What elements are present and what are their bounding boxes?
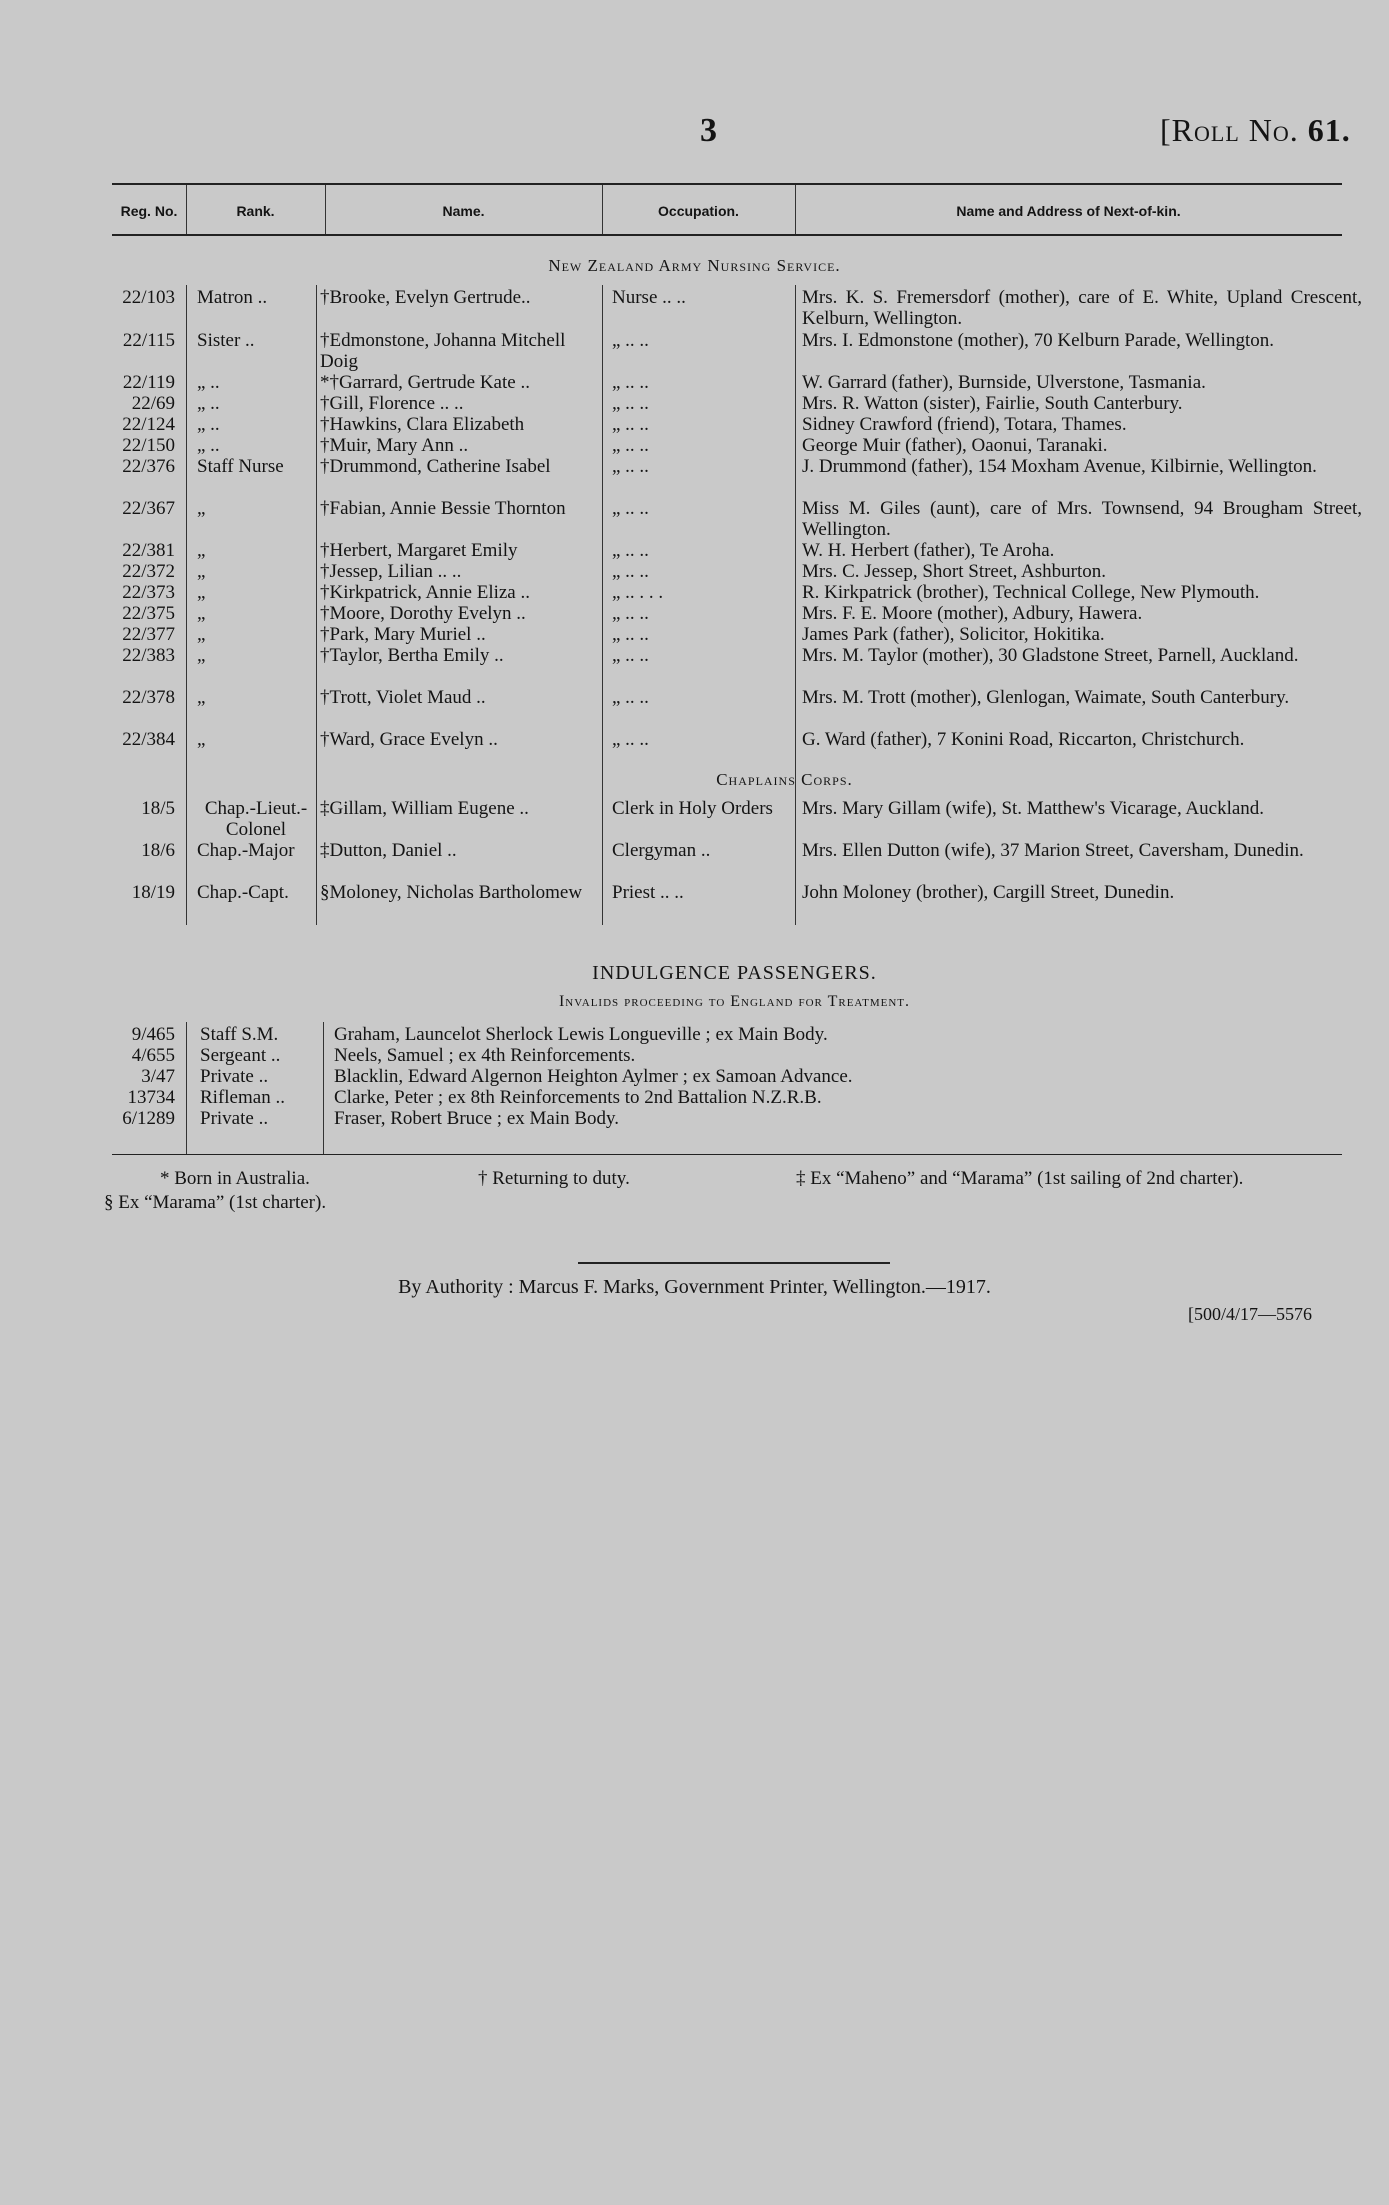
roll-value: 61. [1307,112,1351,148]
next-of-kin: John Moloney (brother), Cargill Street, Dunedin. [802,882,1175,903]
next-of-kin: Mrs. I. Edmonstone (mother), 70 Kelburn Parade, Wellington. [802,330,1274,351]
column-divider [795,285,796,925]
next-of-kin: G. Ward (father), 7 Konini Road, Riccarton, Christchurch. [802,729,1245,750]
rank: Matron .. [197,287,268,308]
occupation: „ .. .. [612,624,649,645]
reg-no: 4/655 [131,1045,175,1066]
column-divider [602,285,603,925]
next-of-kin: Mrs. R. Watton (sister), Fairlie, South Canterbury. [802,393,1183,414]
rank: Chap.-Lieut.-Colonel [204,798,308,840]
name: §Moloney, Nicholas Bartholomew [320,882,583,903]
column-header-rank: Rank. [236,203,275,219]
reg-no: 22/373 [122,582,175,603]
indulgence-title: INDULGENCE PASSENGERS. [592,962,877,984]
name: †Muir, Mary Ann .. [320,435,469,456]
column-header-name: Name. [442,203,485,219]
rank: Staff S.M. [200,1024,279,1045]
name: †Gill, Florence .. .. [320,393,464,414]
rank: Rifleman .. [200,1087,285,1108]
roll-number [1160,112,1351,149]
rank: Private .. [200,1108,269,1129]
next-of-kin: W. H. Herbert (father), Te Aroha. [802,540,1055,561]
reg-no: 3/47 [141,1066,175,1087]
roll-prefix: [Roll No. [1160,112,1299,148]
rank: „ [197,561,206,582]
rank: Private .. [200,1066,269,1087]
occupation: „ .. .. [612,372,649,393]
column-header-occupation: Occupation. [658,203,739,219]
header-bottom-rule [112,234,1342,236]
footnote-born: * Born in Australia. [160,1168,310,1189]
occupation: „ .. .. [612,435,649,456]
section-chaplains: Chaplains Corps. [716,770,853,789]
next-of-kin: Mrs. M. Taylor (mother), 30 Gladstone Street, Parnell, Auckland. [802,645,1299,666]
rank: „ [197,624,206,645]
next-of-kin: Mrs. K. S. Fremersdorf (mother), care of E. White, Upland Crescent, Kelburn, Wellington. [802,287,1362,329]
occupation: „ .. .. [612,561,649,582]
name: †Kirkpatrick, Annie Eliza .. [320,582,530,603]
next-of-kin: Mrs. F. E. Moore (mother), Adbury, Hawera. [802,603,1143,624]
section-nursing: New Zealand Army Nursing Service. [548,256,841,275]
rank: „ [197,729,206,750]
rank: Sister .. [197,330,255,351]
name: †Edmonstone, Johanna Mitchell Doig [320,330,566,372]
next-of-kin: Miss M. Giles (aunt), care of Mrs. Townsend, 94 Brougham Street, Wellington. [802,498,1362,540]
rank: „ [197,645,206,666]
reg-no: 9/465 [131,1024,175,1045]
name: †Drummond, Catherine Isabel [320,456,551,477]
details: Fraser, Robert Bruce ; ex Main Body. [334,1108,620,1129]
name: ‡Dutton, Daniel .. [320,840,457,861]
occupation: Clergyman .. [612,840,711,861]
reg-no: 22/383 [122,645,175,666]
next-of-kin: Mrs. Ellen Dutton (wife), 37 Marion Street, Caversham, Dunedin. [802,840,1304,861]
column-divider [316,285,317,925]
reg-no: 22/375 [122,603,175,624]
name: *†Garrard, Gertrude Kate .. [320,372,530,393]
reg-no: 22/378 [122,687,175,708]
next-of-kin: James Park (father), Solicitor, Hokitika. [802,624,1105,645]
occupation: „ .. .. [612,456,649,477]
rank: Chap.-Capt. [197,882,289,903]
occupation: „ .. .. [612,729,649,750]
reg-no: 22/367 [122,498,175,519]
rank: „ [197,687,206,708]
reg-no: 22/381 [122,540,175,561]
reg-no: 22/377 [122,624,175,645]
reg-no: 22/115 [122,330,175,351]
reg-no: 6/1289 [122,1108,175,1129]
occupation: „ .. .. [612,603,649,624]
name: †Moore, Dorothy Evelyn .. [320,603,526,624]
name: †Jessep, Lilian .. .. [320,561,462,582]
next-of-kin: J. Drummond (father), 154 Moxham Avenue, Kilbirnie, Wellington. [802,456,1317,477]
details: Neels, Samuel ; ex 4th Reinforcements. [334,1045,636,1066]
occupation: „ .. . . . [612,582,664,603]
column-divider [186,285,187,925]
authority-rule [578,1262,890,1264]
name: ‡Gillam, William Eugene .. [320,798,529,819]
rank: Staff Nurse [197,456,284,477]
name: †Trott, Violet Maud .. [320,687,486,708]
indulgence-subtitle: Invalids proceeding to England for Treatment. [558,993,911,1010]
column-header-next-of-kin: Name and Address of Next-of-kin. [956,203,1181,219]
next-of-kin: Sidney Crawford (friend), Totara, Thames. [802,414,1127,435]
reg-no: 18/19 [131,882,175,903]
name: †Brooke, Evelyn Gertrude.. [320,287,531,308]
footnote-maheno: ‡ Ex “Maheno” and “Marama” (1st sailing of 2nd charter). [796,1168,1244,1189]
reg-no: 13734 [127,1087,175,1108]
occupation: „ .. .. [612,540,649,561]
occupation: „ .. .. [612,687,649,708]
next-of-kin: George Muir (father), Oaonui, Taranaki. [802,435,1108,456]
occupation: Clerk in Holy Orders [612,798,773,819]
rank: „ .. [197,414,220,435]
rank: „ .. [197,372,220,393]
footnote-rule [112,1154,1342,1155]
name: †Hawkins, Clara Elizabeth [320,414,525,435]
column-header-reg: Reg. No. [120,203,178,219]
reg-no: 22/150 [122,435,175,456]
name: †Taylor, Bertha Emily .. [320,645,504,666]
details: Blacklin, Edward Algernon Heighton Aylmer ; ex Samoan Advance. [334,1066,853,1087]
occupation: Priest .. .. [612,882,684,903]
print-reference: [500/4/17—5576 [1188,1304,1312,1324]
name: †Fabian, Annie Bessie Thornton [320,498,566,519]
name: †Ward, Grace Evelyn .. [320,729,498,750]
details: Clarke, Peter ; ex 8th Reinforcements to 2nd Battalion N.Z.R.B. [334,1087,822,1108]
next-of-kin: Mrs. M. Trott (mother), Glenlogan, Waimate, South Canterbury. [802,687,1290,708]
rank: „ [197,582,206,603]
reg-no: 22/119 [122,372,175,393]
rank: „ [197,540,206,561]
next-of-kin: W. Garrard (father), Burnside, Ulverstone, Tasmania. [802,372,1206,393]
reg-no: 22/124 [122,414,175,435]
reg-no: 22/69 [131,393,175,414]
next-of-kin: Mrs. C. Jessep, Short Street, Ashburton. [802,561,1106,582]
column-divider [186,1022,187,1154]
occupation: „ .. .. [612,330,649,351]
reg-no: 22/376 [122,456,175,477]
details: Graham, Launcelot Sherlock Lewis Longueville ; ex Main Body. [334,1024,828,1045]
page-number: 3 [700,112,717,149]
rank: „ [197,603,206,624]
rank: „ .. [197,393,220,414]
occupation: „ .. .. [612,414,649,435]
occupation: „ .. .. [612,498,649,519]
occupation: „ .. .. [612,645,649,666]
footnote-returning: † Returning to duty. [478,1168,630,1189]
reg-no: 18/6 [141,840,175,861]
rank: „ [197,498,206,519]
rank: Sergeant .. [200,1045,281,1066]
rank: Chap.-Major [197,840,295,861]
authority-line: By Authority : Marcus F. Marks, Government Printer, Wellington.—1917. [398,1276,991,1298]
reg-no: 22/372 [122,561,175,582]
rank: „ .. [197,435,220,456]
next-of-kin: Mrs. Mary Gillam (wife), St. Matthew's Vicarage, Auckland. [802,798,1265,819]
reg-no: 22/103 [122,287,175,308]
name: †Herbert, Margaret Emily [320,540,518,561]
occupation: Nurse .. .. [612,287,686,308]
reg-no: 22/384 [122,729,175,750]
next-of-kin: R. Kirkpatrick (brother), Technical College, New Plymouth. [802,582,1260,603]
occupation: „ .. .. [612,393,649,414]
name: †Park, Mary Muriel .. [320,624,486,645]
footnote-marama: § Ex “Marama” (1st charter). [104,1192,327,1213]
header-top-rule [112,183,1342,185]
reg-no: 18/5 [141,798,175,819]
